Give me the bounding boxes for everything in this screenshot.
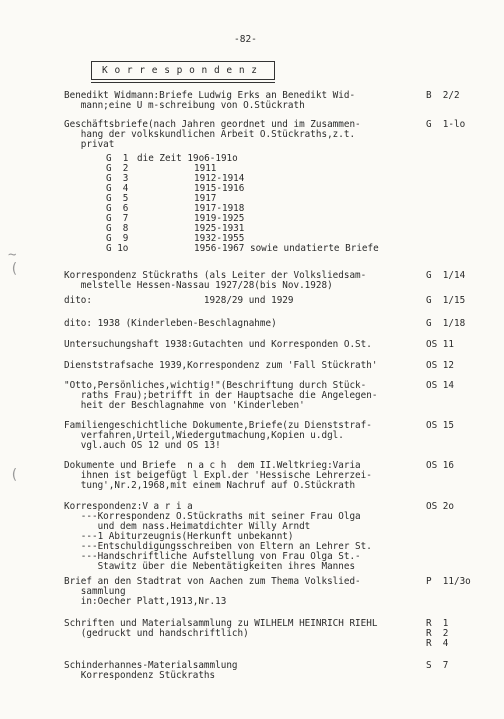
entry-text: Korrespondenz Stückraths (als Leiter der Volksliedsam- melstelle Hessen-Nassau 1927/28(bis Nov.1928) bbox=[64, 270, 367, 291]
year-range: 1917 bbox=[194, 193, 217, 204]
entry-code: OS 12 bbox=[426, 360, 454, 371]
year-code: G 3 bbox=[106, 173, 129, 184]
year-range: 1911 bbox=[194, 163, 217, 174]
entry-text: Benedikt Widmann:Briefe Ludwig Erks an Benedikt Wid- mann;eine U m-schreibung von O.Stückrath bbox=[64, 90, 356, 111]
entry-code: G 1/18 bbox=[426, 318, 466, 329]
entry-code: G 1/14 bbox=[426, 270, 466, 281]
year-code: G 5 bbox=[106, 193, 129, 204]
section-heading: K o r r e s p o n d e n z bbox=[91, 61, 275, 80]
entry-text: Korrespondenz:V a r i a ---Korrespondenz O.Stückraths mit seiner Frau Olga und dem nass.Heimatdichter Willy Arndt ---1 Abiturzeugnis(Herkunft unbekannt) ---Entschuldigungsschreiben von Eltern an Lehrer St. ---Handschriftliche Aufstellung von Frau Olga St.- Stawitz über die Nebentätigkeiten ihres Mannes bbox=[64, 501, 372, 572]
page-number: -82- bbox=[234, 34, 257, 45]
entry-code: S 7 bbox=[426, 660, 449, 671]
entry-text: Geschäftsbriefe(nach Jahren geordnet und im Zusammen- hang der volkskundlichen Arbeit O.Stückraths,z.t. privat bbox=[64, 119, 361, 150]
year-range: die Zeit 19o6-191o bbox=[137, 153, 238, 164]
entry-text: Schinderhannes-Materialsammlung Korrespondenz Stückraths bbox=[64, 660, 238, 681]
year-range: 1925-1931 bbox=[194, 223, 245, 234]
entry-text: dito: 1928/29 und 1929 bbox=[64, 295, 294, 306]
year-range: 1932-1955 bbox=[194, 233, 245, 244]
entry-code: P 11/3o bbox=[426, 576, 471, 587]
year-code: G 1 bbox=[106, 153, 129, 164]
year-code: G 2 bbox=[106, 163, 129, 174]
entry-code: OS 15 bbox=[426, 420, 454, 431]
margin-mark: ( bbox=[10, 261, 19, 277]
year-code: G 8 bbox=[106, 223, 129, 234]
entry-code: OS 14 bbox=[426, 380, 454, 391]
year-code: G 9 bbox=[106, 233, 129, 244]
year-code: G 6 bbox=[106, 203, 129, 214]
year-range: 1915-1916 bbox=[194, 183, 245, 194]
entry-text: Dokumente und Briefe n a c h dem II.Weltkrieg:Varia ihnen ist beigefügt l Expl.der 'Hessische Lehrerzei- tung',Nr.2,1968,mit einem Nachruf auf O.Stückrath bbox=[64, 460, 372, 491]
margin-mark: ~ bbox=[8, 247, 17, 263]
entry-code: OS 2o bbox=[426, 501, 454, 512]
entry-text: Untersuchungshaft 1938:Gutachten und Korresponden O.St. bbox=[64, 339, 372, 350]
entry-code: OS 16 bbox=[426, 460, 454, 471]
year-code: G 1o bbox=[106, 243, 129, 254]
year-range: 1956-1967 sowie undatierte Briefe bbox=[194, 243, 379, 254]
entry-text: "Otto,Persönliches,wichtig!"(Beschriftung durch Stück- raths Frau);betrifft in der Hauptsache die Angelegen- heit der Beschlagnahme von 'Kinderleben' bbox=[64, 380, 378, 411]
entry-code: R 1 R 2 R 4 bbox=[426, 618, 449, 649]
entry-text: Familiengeschichtliche Dokumente,Briefe(zu Dienststraf- verfahren,Urteil,Wiedergutmachung,Kopien u.dgl. vgl.auch OS 12 und OS 13! bbox=[64, 420, 372, 451]
entry-text: Brief an den Stadtrat von Aachen zum Thema Volkslied- sammlung in:Oecher Platt,1913,Nr.13 bbox=[64, 576, 361, 607]
entry-code: OS 11 bbox=[426, 339, 454, 350]
year-code: G 7 bbox=[106, 213, 129, 224]
entry-text: Dienststrafsache 1939,Korrespondenz zum 'Fall Stückrath' bbox=[64, 360, 378, 371]
year-range: 1919-1925 bbox=[194, 213, 245, 224]
year-range: 1917-1918 bbox=[194, 203, 245, 214]
entry-code: G 1/15 bbox=[426, 295, 466, 306]
entry-text: dito: 1938 (Kinderleben-Beschlagnahme) bbox=[64, 318, 277, 329]
entry-text: Schriften und Materialsammlung zu WILHELM HEINRICH RIEHL (gedruckt und handschriftlich) bbox=[64, 618, 378, 639]
margin-mark: ( bbox=[10, 467, 19, 483]
entry-code: B 2/2 bbox=[426, 90, 460, 101]
year-range: 1912-1914 bbox=[194, 173, 245, 184]
year-code: G 4 bbox=[106, 183, 129, 194]
entry-code: G 1-lo bbox=[426, 119, 466, 130]
